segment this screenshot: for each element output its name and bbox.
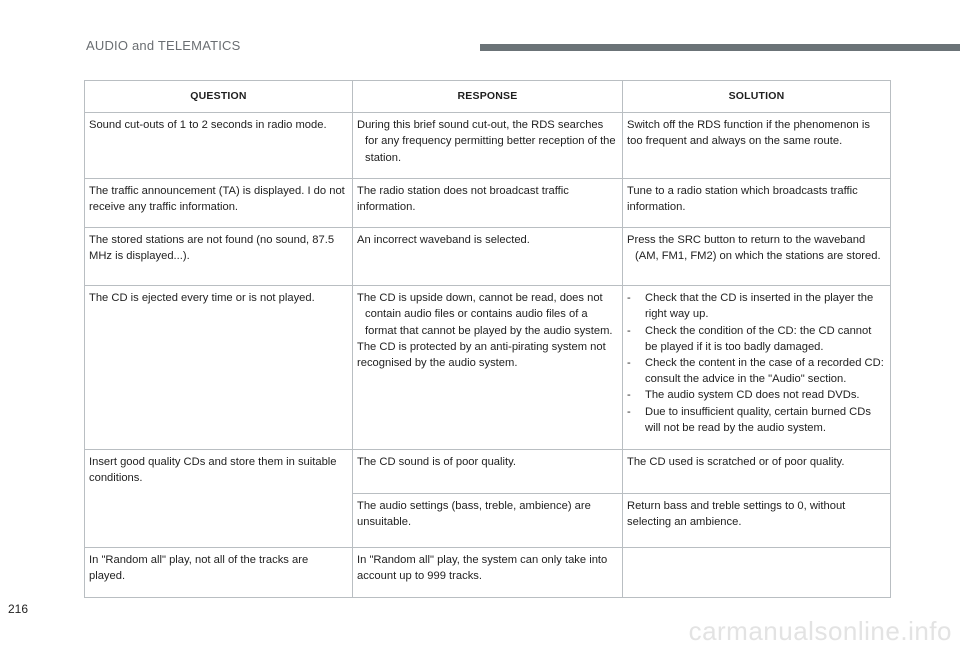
question-cell: Sound cut-outs of 1 to 2 seconds in radio mode. [85,113,353,179]
response-text: The CD is protected by an anti-pirating system not recognised by the audio system. [357,340,606,370]
troubleshooting-table [84,80,891,598]
question-cell: The stored stations are not found (no sound, 87.5 MHz is displayed...). [85,228,353,286]
table-row [85,450,891,494]
page-number: 216 [8,602,29,616]
question-cell: In "Random all" play, not all of the tracks are played. [85,548,353,597]
response-cell: The radio station does not broadcast traffic information. [353,178,623,227]
solution-cell: Tune to a radio station which broadcasts traffic information. [623,178,891,227]
table-row [85,228,891,286]
response-cell: The audio settings (bass, treble, ambience) are unsuitable. [353,494,623,548]
response-cell [353,113,623,179]
response-text: The CD is upside down, cannot be read, does not contain audio files or contains audio files of a format that cannot be played by the audio system. [357,292,613,337]
section-title: AUDIO and TELEMATICS [86,38,241,53]
table-row [85,548,891,597]
column-header-solution: SOLUTION [623,81,891,113]
list-item: - Due to insufficient quality, certain burned CDs will not be read by the audio system. [627,405,871,434]
solution-cell: Switch off the RDS function if the phenomenon is too frequent and always on the same route. [623,113,891,179]
question-cell: Insert good quality CDs and store them in suitable conditions. [85,450,353,548]
list-item: - Check the condition of the CD: the CD cannot be played if it is too badly damaged. [627,324,872,353]
question-cell: The traffic announcement (TA) is displayed. I do not receive any traffic information. [85,178,353,227]
table-header-row [85,81,891,113]
table-row [85,178,891,227]
response-cell: The CD sound is of poor quality. [353,450,623,494]
watermark: carmanualsonline.info [688,616,952,646]
solution-text: Press the SRC button to return to the waveband (AM, FM1, FM2) on which the stations are stored. [627,234,881,263]
solution-cell [623,228,891,286]
solution-cell: The CD used is scratched or of poor quality. [623,450,891,494]
table-row [85,286,891,450]
response-cell: In "Random all" play, the system can only take into account up to 999 tracks. [353,548,623,597]
list-item: - Check the content in the case of a recorded CD: consult the advice in the "Audio" section. [627,357,884,386]
solution-cell [623,548,891,597]
response-cell: An incorrect waveband is selected. [353,228,623,286]
table-row [85,113,891,179]
solution-list [627,290,884,436]
header-bar [480,44,960,51]
list-item: - The audio system CD does not read DVDs. [627,389,860,402]
column-header-question: QUESTION [85,81,353,113]
response-cell [353,286,623,450]
list-item: - Check that the CD is inserted in the player the right way up. [627,292,874,321]
response-text: During this brief sound cut-out, the RDS searches for any frequency permitting better reception of the station. [357,119,616,164]
question-cell: The CD is ejected every time or is not played. [85,286,353,450]
solution-cell: Return bass and treble settings to 0, without selecting an ambience. [623,494,891,548]
solution-cell [623,286,891,450]
column-header-response: RESPONSE [353,81,623,113]
